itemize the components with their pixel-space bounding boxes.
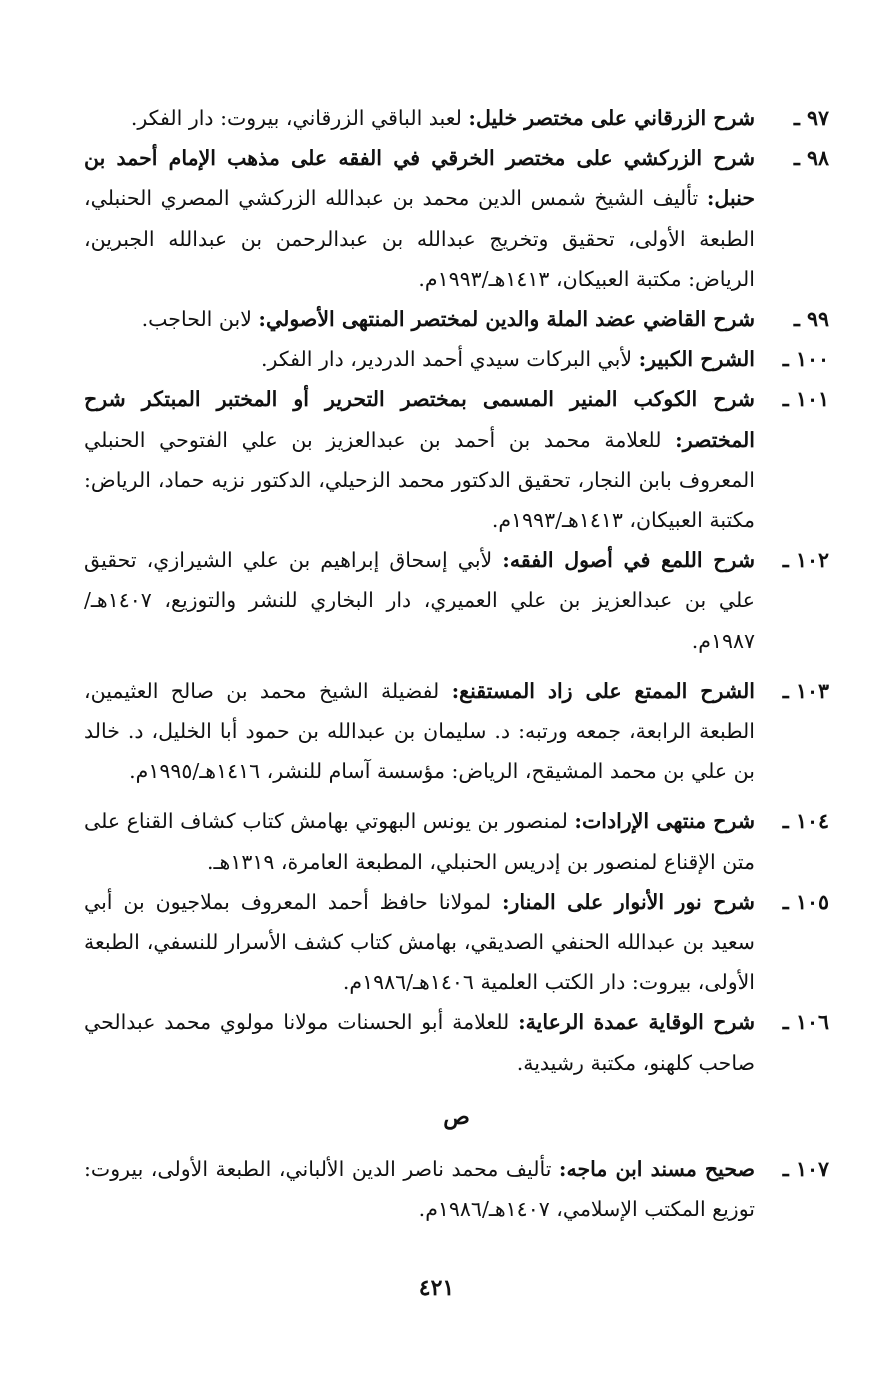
entry-number: ١٠١ ـ (782, 387, 829, 412)
entry-title: الشرح الكبير: (638, 347, 755, 372)
entry-details: لأبي البركات سيدي أحمد الدردير، دار الفكر. (261, 347, 639, 372)
entry-number: ١٠٥ ـ (782, 889, 829, 914)
bibliography-entry (84, 138, 829, 299)
bibliography-entry (84, 671, 829, 792)
entry-details: لابن الحاجب. (141, 307, 259, 332)
entry-details: لمنصور بن يونس البهوتي بهامش كتاب كشاف القناع على متن الإقناع لمنصور بن إدريس الحنبلي، المطبعة العامرة، ١٣١٩هـ. (84, 809, 755, 874)
bibliography-entry (84, 379, 829, 540)
page-number: ٤٢١ (418, 1275, 455, 1301)
entry-title: شرح الكوكب المنير المسمى بمختصر التحرير أو المختبر المبتكر شرح المختصر: (84, 387, 755, 452)
entry-details: لمولانا حافظ أحمد المعروف بملاجيون بن أبي سعيد بن عبدالله الحنفي الصديقي، بهامش كتاب كشف الأسرار للنسفي، الطبعة الأولى، بيروت: دار الكتب العلمية ١٤٠٦هـ/١٩٨٦م. (84, 889, 755, 995)
entry-title: شرح الزرقاني على مختصر خليل: (468, 106, 755, 130)
section-letter-heading: ص (443, 1103, 470, 1130)
entry-number: ١٠٤ ـ (782, 809, 829, 834)
entry-number: ١٠٢ ـ (782, 548, 829, 573)
entry-title: الشرح الممتع على زاد المستقنع: (451, 678, 755, 703)
entry-number: ١٠٠ ـ (782, 347, 829, 372)
bibliography-entry (84, 299, 829, 339)
entry-title: صحيح مسند ابن ماجه: (558, 1156, 755, 1181)
entry-number: ٩٩ ـ (793, 307, 829, 332)
entry-title: شرح اللمع في أصول الفقه: (502, 548, 755, 573)
bibliography-entry (84, 1149, 829, 1229)
entry-number: ٩٨ ـ (793, 146, 829, 171)
entry-title: شرح نور الأنوار على المنار: (501, 889, 755, 914)
entry-details: للعلامة أبو الحسنات مولانا مولوي محمد عبدالحي صاحب كلهنو، مكتبة رشيدية. (84, 1010, 755, 1075)
entry-title: شرح الوقاية عمدة الرعاية: (518, 1010, 756, 1035)
entry-title: شرح الزركشي على مختصر الخرقي في الفقه على مذهب الإمام أحمد بن حنبل: (84, 146, 755, 211)
bibliography-entry (84, 1002, 829, 1082)
entry-number: ١٠٦ ـ (782, 1010, 829, 1035)
bibliography-entry (84, 540, 829, 661)
bibliography-entry (84, 98, 829, 138)
entry-number: ١٠٧ ـ (782, 1156, 829, 1181)
entry-details: لفضيلة الشيخ محمد بن صالح العثيمين، الطبعة الرابعة، جمعه ورتبه: د. سليمان بن عبدالله بن حمود أبا الخليل، د. خالد بن علي بن محمد المشيقح، الرياض: مؤسسة آسام للنشر، ١٤١٦هـ/١٩٩٥م. (84, 678, 755, 784)
entry-details: لعبد الباقي الزرقاني، بيروت: دار الفكر. (130, 106, 469, 130)
entry-details: لأبي إسحاق إبراهيم بن علي الشيرازي، تحقيق علي بن عبدالعزيز بن علي العميري، دار البخاري للنشر والتوزيع، ١٤٠٧هـ/١٩٨٧م. (84, 548, 755, 653)
bibliography-entry (84, 339, 829, 379)
entry-details: تأليف محمد ناصر الدين الألباني، الطبعة الأولى، بيروت: توزيع المكتب الإسلامي، ١٤٠٧هـ/١٩٨٦م. (84, 1156, 755, 1222)
entry-number: ٩٧ ـ (793, 106, 829, 130)
bibliography-entry (84, 801, 829, 881)
entry-details: للعلامة محمد بن أحمد بن عبدالعزيز بن علي الفتوحي الحنبلي المعروف بابن النجار، تحقيق الدكتور محمد الزحيلي، الدكتور نزيه حماد، الرياض: مكتبة العبيكان، ١٤١٣هـ/١٩٩٣م. (84, 427, 755, 533)
entry-title: شرح القاضي عضد الملة والدين لمختصر المنتهى الأصولي: (258, 307, 755, 332)
bibliography-entry (84, 882, 829, 1003)
entry-number: ١٠٣ ـ (782, 678, 829, 703)
bibliography-list (84, 98, 829, 1229)
entry-title: شرح منتهى الإرادات: (574, 809, 755, 834)
entry-details: تأليف الشيخ شمس الدين محمد بن عبدالله الزركشي المصري الحنبلي، الطبعة الأولى، تحقيق وتخريج عبدالله بن عبدالرحمن بن عبدالله الجبرين، الرياض: مكتبة العبيكان، ١٤١٣هـ/١٩٩٣م. (84, 186, 755, 291)
